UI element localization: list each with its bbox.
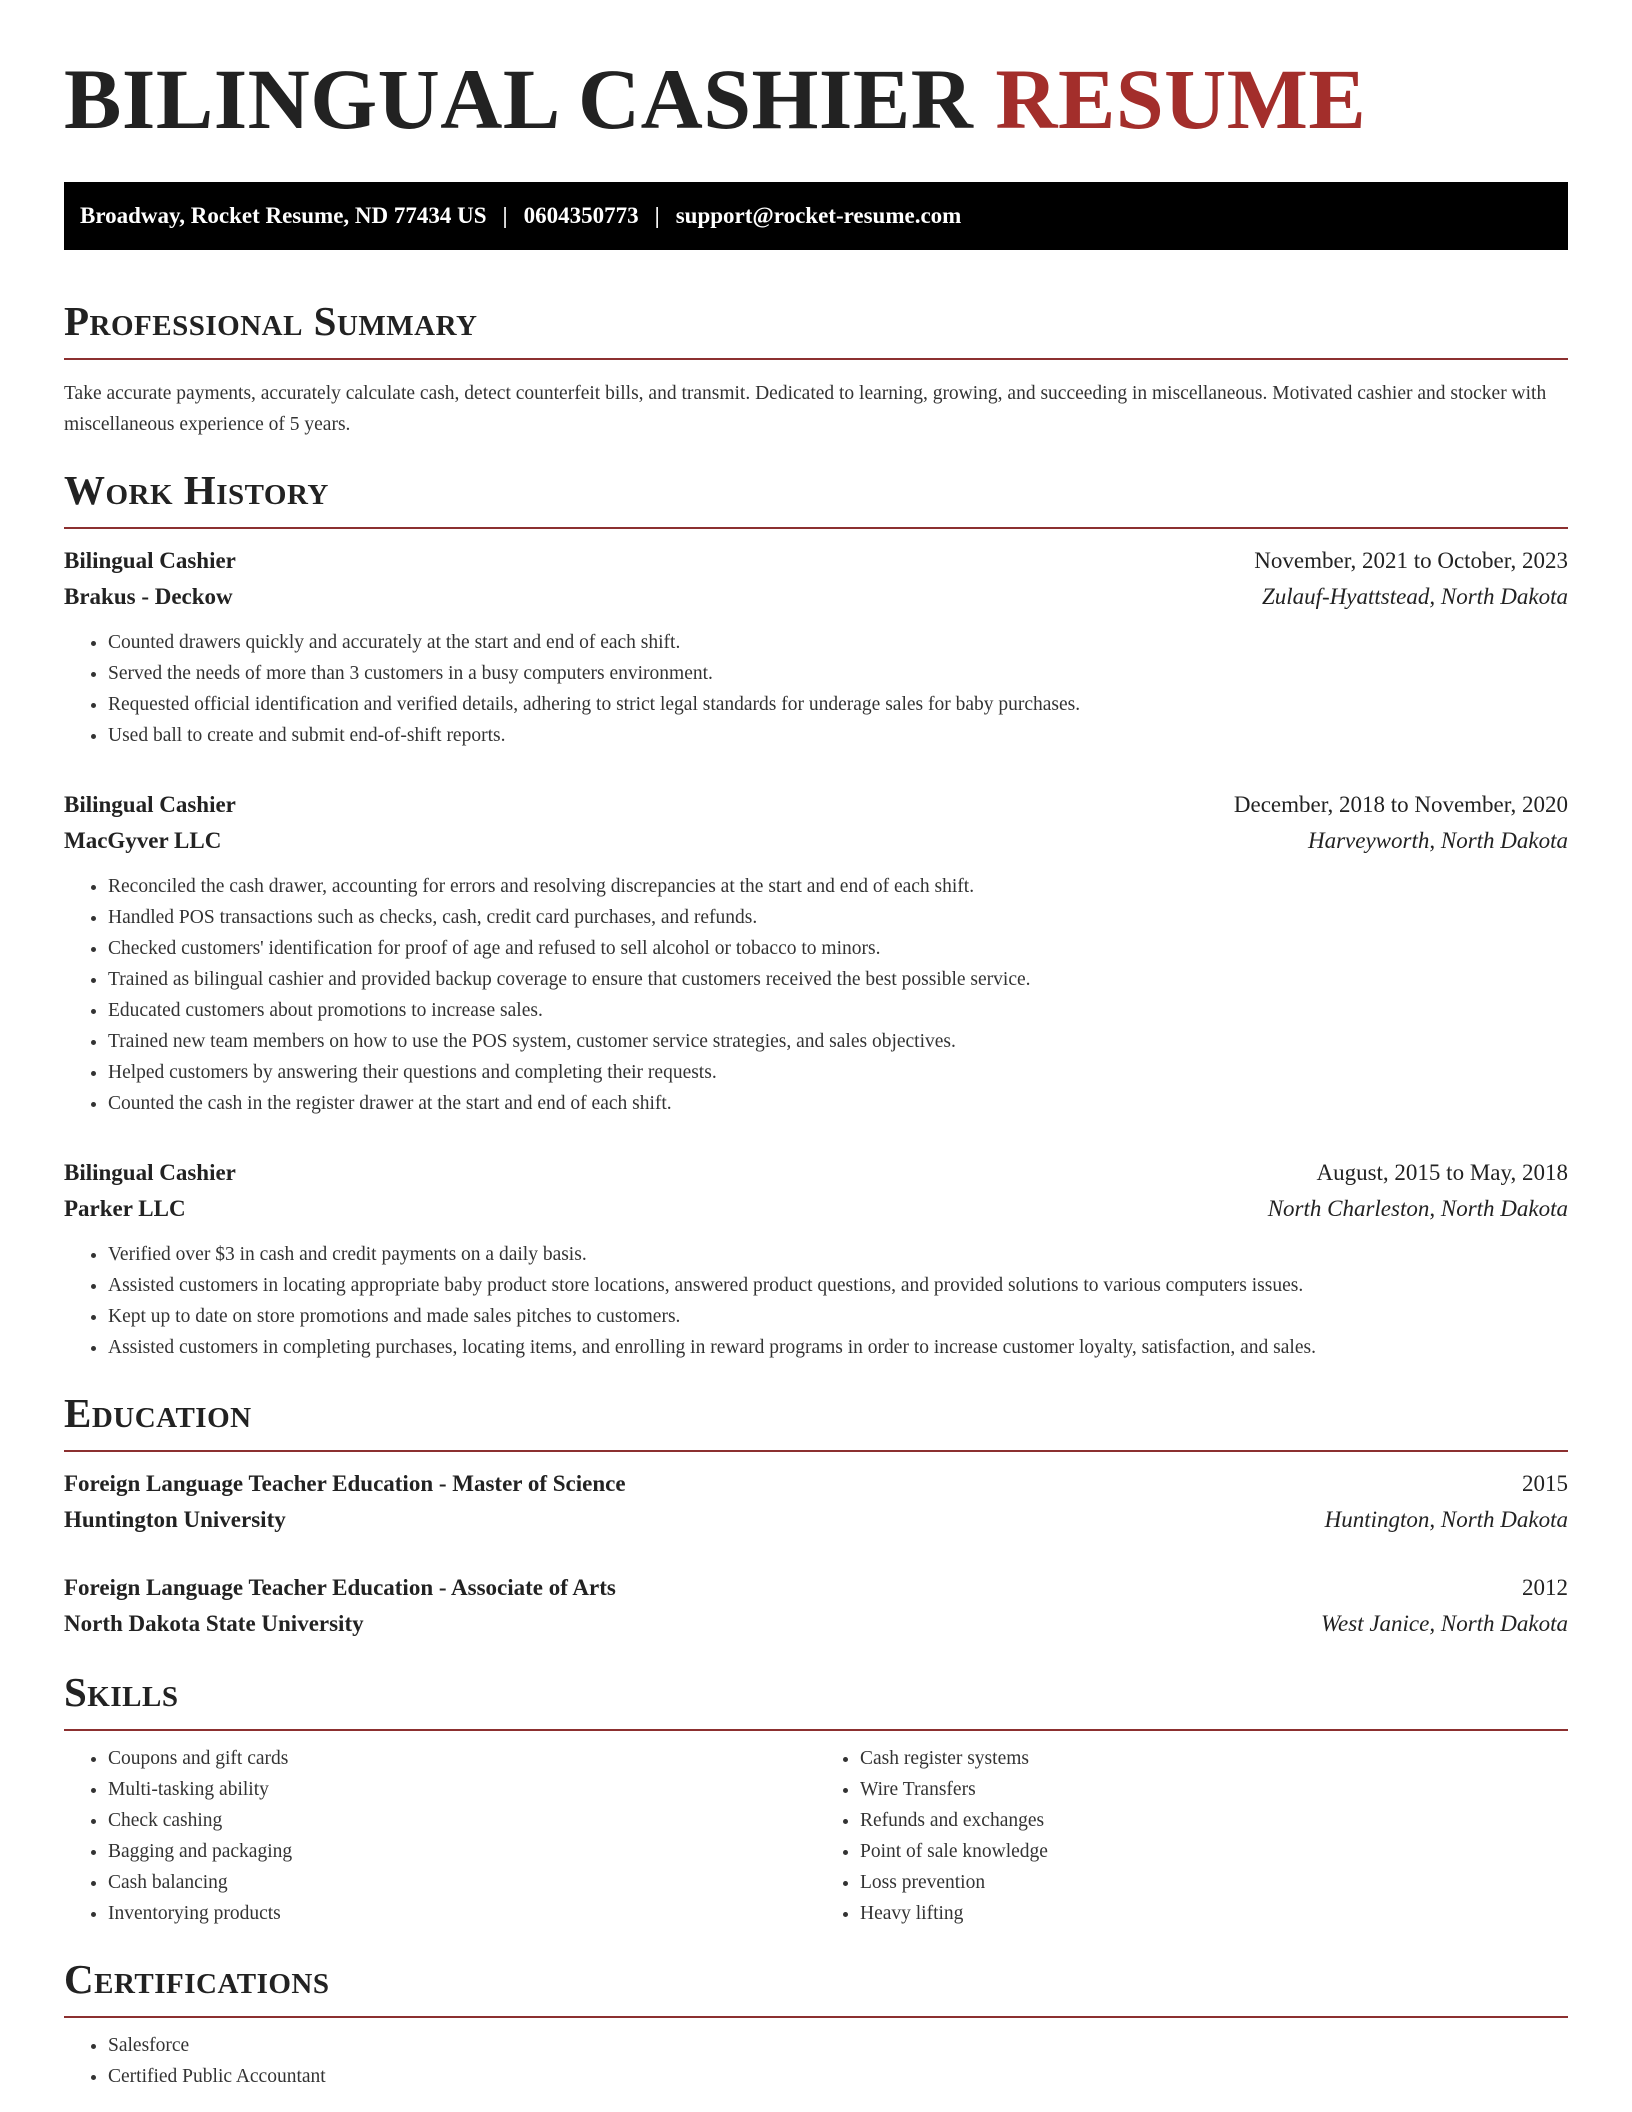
- contact-address: Broadway, Rocket Resume, ND 77434 US: [80, 203, 487, 228]
- job-header-row: [64, 543, 1568, 579]
- job-entry: [64, 543, 1568, 751]
- job-title: Bilingual Cashier: [64, 1160, 236, 1185]
- list-item: • Counted drawers quickly and accurately at the start and end of each shift.: [108, 627, 1568, 658]
- job-dates: November, 2021 to October, 2023: [1254, 548, 1568, 573]
- education-year: 2015: [1522, 1471, 1568, 1496]
- education-degree-row: [64, 1466, 1568, 1502]
- education-section: [64, 1390, 1568, 1642]
- summary-text: Take accurate payments, accurately calculate cash, detect counterfeit bills, and transmit. Dedicated to learning, growing, and succeeding in miscellaneous. Motivated cashier and stocker with miscellaneous experience of 5 years.: [64, 383, 1547, 435]
- job-company: Brakus - Deckow: [64, 584, 233, 609]
- skills-section: [64, 1669, 1568, 1929]
- job-dates: August, 2015 to May, 2018: [1316, 1160, 1568, 1185]
- list-item: • Check cashing: [108, 1805, 816, 1836]
- list-item: • Checked customers' identification for proof of age and refused to sell alcohol or tobacco to minors.: [108, 933, 1568, 964]
- list-item: • Bagging and packaging: [108, 1836, 816, 1867]
- skills-column-right: [816, 1743, 1568, 1929]
- certifications-section: [64, 1956, 1568, 2092]
- section-divider: [64, 1729, 1568, 1731]
- skills-heading: Skills: [64, 1669, 179, 1715]
- list-item: • Assisted customers in completing purchases, locating items, and enrolling in reward programs in order to increase customer loyalty, satisfaction, and sales.: [108, 1332, 1568, 1363]
- skills-list: [64, 1743, 816, 1929]
- certifications-heading: Certifications: [64, 1956, 330, 2002]
- job-location: Zulauf-Hyattstead, North Dakota: [1261, 584, 1568, 609]
- education-year: 2012: [1522, 1575, 1568, 1600]
- education-location: Huntington, North Dakota: [1324, 1507, 1568, 1532]
- job-location: North Charleston, North Dakota: [1267, 1196, 1568, 1221]
- education-degree: Foreign Language Teacher Education - Master of Science: [64, 1471, 626, 1496]
- job-bullets: [64, 627, 1568, 751]
- skills-grid: [64, 1743, 1568, 1929]
- education-school-row: [64, 1502, 1568, 1538]
- contact-separator: |: [502, 203, 508, 228]
- list-item: • Salesforce: [108, 2030, 1568, 2061]
- list-item: • Point of sale knowledge: [860, 1836, 1568, 1867]
- list-item: • Multi-tasking ability: [108, 1774, 816, 1805]
- contact-phone: 0604350773: [523, 203, 639, 228]
- list-item: • Certified Public Accountant: [108, 2061, 1568, 2092]
- summary-heading: Professional Summary: [64, 298, 478, 344]
- job-location: Harveyworth, North Dakota: [1307, 828, 1568, 853]
- education-school: Huntington University: [64, 1507, 286, 1532]
- contact-bar: [64, 182, 1568, 250]
- list-item: • Cash balancing: [108, 1867, 816, 1898]
- job-company-row: [64, 579, 1568, 615]
- list-item: • Wire Transfers: [860, 1774, 1568, 1805]
- education-degree: Foreign Language Teacher Education - Associate of Arts: [64, 1575, 616, 1600]
- list-item: • Trained new team members on how to use the POS system, customer service strategies, and sales objectives.: [108, 1026, 1568, 1057]
- job-bullets: [64, 871, 1568, 1119]
- education-heading: Education: [64, 1390, 252, 1436]
- certifications-list: [64, 2030, 1568, 2092]
- job-header-row: [64, 1155, 1568, 1191]
- job-title: Bilingual Cashier: [64, 792, 236, 817]
- list-item: • Heavy lifting: [860, 1898, 1568, 1929]
- list-item: • Refunds and exchanges: [860, 1805, 1568, 1836]
- section-divider: [64, 1450, 1568, 1452]
- list-item: • Assisted customers in locating appropriate baby product store locations, answered product questions, and provided solutions to various computers issues.: [108, 1270, 1568, 1301]
- education-school: North Dakota State University: [64, 1611, 364, 1636]
- skills-column-left: [64, 1743, 816, 1929]
- education-location: West Janice, North Dakota: [1320, 1611, 1568, 1636]
- list-item: • Kept up to date on store promotions and made sales pitches to customers.: [108, 1301, 1568, 1332]
- contact-email: support@rocket-resume.com: [675, 203, 962, 228]
- list-item: • Served the needs of more than 3 customers in a busy computers environment.: [108, 658, 1568, 689]
- list-item: • Inventorying products: [108, 1898, 816, 1929]
- job-title: Bilingual Cashier: [64, 548, 236, 573]
- resume-title: [64, 51, 1568, 147]
- education-degree-row: [64, 1570, 1568, 1606]
- list-item: • Educated customers about promotions to increase sales.: [108, 995, 1568, 1026]
- job-company: Parker LLC: [64, 1196, 186, 1221]
- work-history-section: [64, 467, 1568, 1363]
- summary-section: [64, 298, 1568, 440]
- list-item: • Loss prevention: [860, 1867, 1568, 1898]
- job-dates: December, 2018 to November, 2020: [1233, 792, 1568, 817]
- list-item: • Cash register systems: [860, 1743, 1568, 1774]
- list-item: • Verified over $3 in cash and credit payments on a daily basis.: [108, 1239, 1568, 1270]
- work-history-heading: Work History: [64, 467, 329, 513]
- skills-list: [816, 1743, 1568, 1929]
- list-item: • Requested official identification and verified details, adhering to strict legal standards for underage sales for baby purchases.: [108, 689, 1568, 720]
- job-entry: [64, 787, 1568, 1119]
- list-item: • Helped customers by answering their questions and completing their requests.: [108, 1057, 1568, 1088]
- list-item: • Reconciled the cash drawer, accounting for errors and resolving discrepancies at the start and end of each shift.: [108, 871, 1568, 902]
- section-divider: [64, 2016, 1568, 2018]
- list-item: • Used ball to create and submit end-of-shift reports.: [108, 720, 1568, 751]
- job-company-row: [64, 823, 1568, 859]
- title-accent: RESUME: [995, 51, 1367, 147]
- job-header-row: [64, 787, 1568, 823]
- section-divider: [64, 358, 1568, 360]
- job-entry: [64, 1155, 1568, 1363]
- education-school-row: [64, 1606, 1568, 1642]
- job-company-row: [64, 1191, 1568, 1227]
- list-item: • Coupons and gift cards: [108, 1743, 816, 1774]
- list-item: • Counted the cash in the register drawer at the start and end of each shift.: [108, 1088, 1568, 1119]
- education-entry: [64, 1570, 1568, 1642]
- contact-separator: |: [654, 203, 660, 228]
- list-item: • Handled POS transactions such as checks, cash, credit card purchases, and refunds.: [108, 902, 1568, 933]
- section-divider: [64, 527, 1568, 529]
- job-company: MacGyver LLC: [64, 828, 222, 853]
- education-entry: [64, 1466, 1568, 1538]
- title-main: BILINGUAL CASHIER: [64, 51, 974, 147]
- job-bullets: [64, 1239, 1568, 1363]
- list-item: • Trained as bilingual cashier and provided backup coverage to ensure that customers received the best possible service.: [108, 964, 1568, 995]
